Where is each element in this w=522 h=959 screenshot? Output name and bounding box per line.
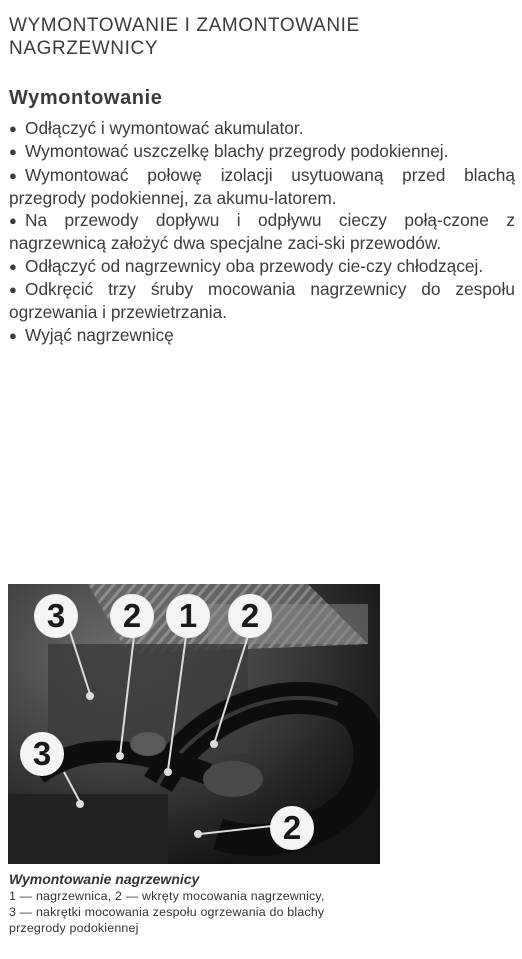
step-item — [9, 117, 515, 140]
step-text: Odkręcić trzy śruby mocowania nagrzewnicy do zespołu ogrzewania i przewietrzania. — [9, 279, 515, 323]
step-text: Wymontować uszczelkę blachy przegrody podokiennej. — [25, 141, 449, 162]
callout-2-left: 2 — [110, 594, 154, 638]
step-item — [9, 324, 515, 347]
step-item — [9, 278, 515, 324]
step-text: Odłączyć i wymontować akumulator. — [25, 118, 304, 138]
step-text: Wyjąć nagrzewnicę — [25, 324, 174, 345]
step-item — [9, 255, 515, 278]
callout-1: 1 — [166, 594, 210, 638]
figure-caption-line: przegrody podokiennej — [9, 921, 139, 935]
step-item — [9, 140, 515, 163]
page-title — [9, 14, 509, 60]
callout-3-bottom: 3 — [20, 732, 64, 776]
title-line-1: WYMONTOWANIE I ZAMONTOWANIE — [9, 15, 360, 36]
bullet-icon: ● — [9, 121, 17, 136]
heater-removal-photo — [8, 584, 380, 864]
step-item — [9, 164, 515, 210]
removal-steps-list — [9, 117, 515, 347]
callout-2-bottom: 2 — [270, 806, 314, 850]
step-item — [9, 209, 515, 255]
step-text: Wymontować połowę izolacji usytuowaną przed blachą przegrody podokiennej, za akumu-latorem. — [9, 164, 515, 208]
section-heading: Wymontowanie — [9, 87, 163, 109]
bullet-icon: ● — [9, 213, 17, 229]
bullet-icon: ● — [9, 327, 17, 343]
figure-caption-line: 3 — nakrętki mocowania zespołu ogrzewania do blachy — [9, 905, 325, 919]
callout-3-top: 3 — [34, 594, 78, 638]
step-text: Na przewody dopływu i odpływu cieczy połą-czone z nagrzewnicą założyć dwa specjalne zaci-ski przewodów. — [9, 210, 515, 254]
bullet-icon: ● — [9, 258, 17, 274]
step-text: Odłączyć od nagrzewnicy oba przewody cie-czy chłodzącej. — [25, 255, 484, 276]
title-line-2: NAGRZEWNICY — [9, 38, 159, 59]
figure-caption-line: 1 — nagrzewnica, 2 — wkręty mocowania nagrzewnicy, — [9, 889, 325, 903]
bullet-icon: ● — [9, 282, 17, 298]
figure-caption-title: Wymontowanie nagrzewnicy — [9, 871, 200, 887]
bullet-icon: ● — [9, 144, 17, 160]
callout-2-right: 2 — [228, 594, 272, 638]
bullet-icon: ● — [9, 167, 17, 183]
